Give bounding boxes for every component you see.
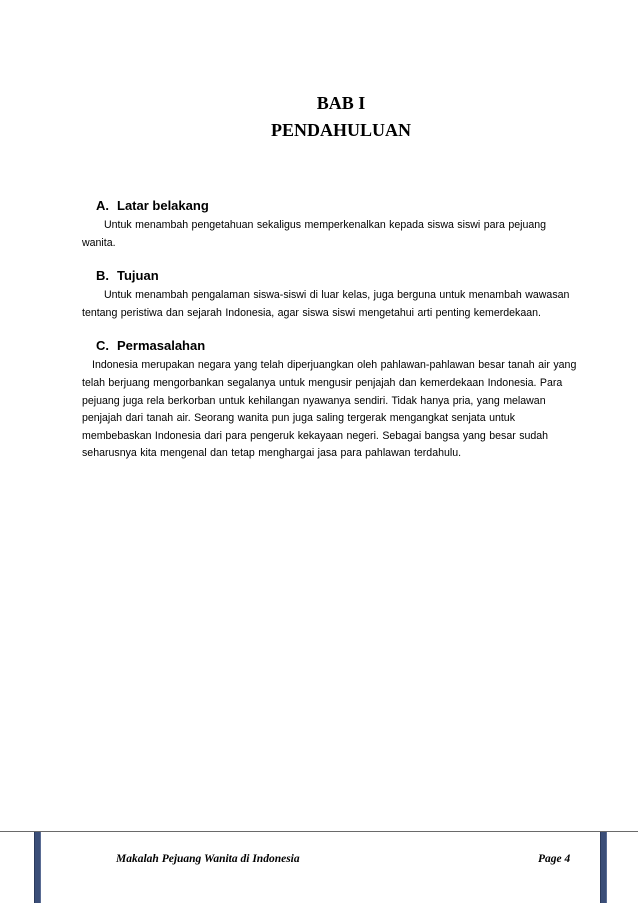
footer-right-bar bbox=[600, 832, 607, 903]
section-heading bbox=[96, 196, 582, 216]
section-paragraph: Indonesia merupakan negara yang telah diperjuangkan oleh pahlawan-pahlawan besar tanah air yang telah berjuang mengorbankan segalanya untuk mengusir penjajah dan kemerdekaan Indonesia. Para pejuang juga rela berkorban untuk kehilangan nyawanya sendiri. Tidak hanya pria, yang melawan penjajah dari tanah air. Seorang wanita pun juga saling tergerak mengangkat senjata untuk membebaskan Indonesia dari para pengeruk kekayaan negeri. Sebagai bangsa yang besar sudah seharusnya kita mengenal dan tetap menghargai jasa para pahlawan terdahulu. bbox=[82, 359, 577, 460]
section-latar-belakang bbox=[82, 196, 582, 252]
section-letter: B. bbox=[96, 268, 109, 284]
section-heading bbox=[96, 266, 582, 286]
section-paragraph: Untuk menambah pengalaman siswa-siswi di luar kelas, juga berguna untuk menambah wawasan tentang peristiwa dan sejarah Indonesia, agar siswa siswi mengetahui arti penting kemerdekaan. bbox=[82, 289, 570, 319]
section-letter: C. bbox=[96, 338, 109, 354]
section-permasalahan bbox=[82, 336, 582, 463]
footer-title: Makalah Pejuang Wanita di Indonesia bbox=[116, 853, 300, 865]
section-heading-text: Tujuan bbox=[117, 268, 159, 284]
section-letter: A. bbox=[96, 198, 109, 213]
section-heading bbox=[96, 336, 582, 356]
footer-divider bbox=[0, 831, 638, 832]
footer-page-number: Page 4 bbox=[538, 853, 571, 865]
section-paragraph: Untuk menambah pengetahuan sekaligus memperkenalkan kepada siswa siswi para pejuang wanita. bbox=[82, 219, 547, 249]
footer-left-bar bbox=[34, 832, 41, 903]
chapter-name: PENDAHULUAN bbox=[270, 120, 411, 140]
chapter-content bbox=[82, 196, 582, 477]
chapter-number: BAB I bbox=[316, 93, 366, 113]
chapter-title bbox=[0, 90, 638, 144]
section-tujuan bbox=[82, 266, 582, 322]
section-heading-text: Permasalahan bbox=[117, 338, 206, 354]
section-heading-text: Latar belakang bbox=[117, 198, 209, 213]
